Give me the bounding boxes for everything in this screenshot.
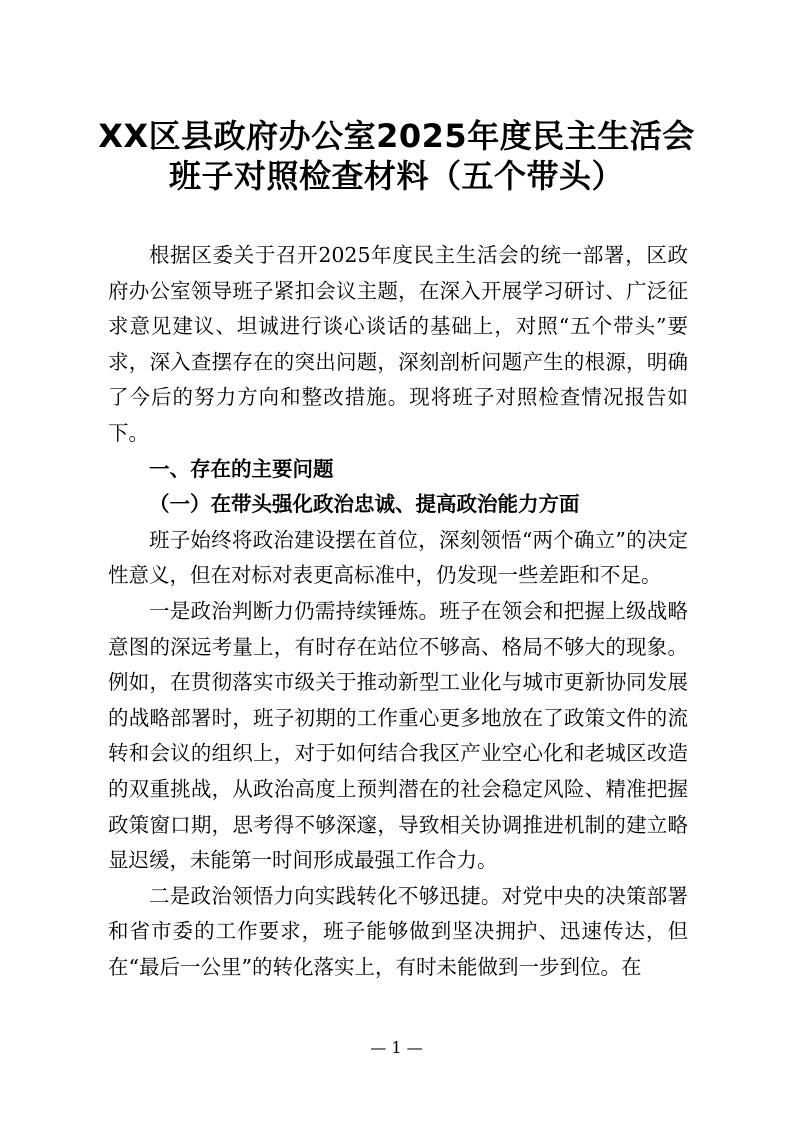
page-number: — 1 — [370,1038,423,1057]
body-paragraph [108,879,688,986]
body-paragraph [108,594,688,879]
intro-paragraph: 根据区委关于召开2025年度民主生活会的统一部署，区政府办公室领导班子紧扣会议主题，在深入开展学习研讨、广泛征求意见建议、坦诚进行谈心谈话的基础上，对照“五个带头”要求，深入查摆存在的突出问题，深刻剖析问题产生的根源，明确了今后的努力方向和整改措施。现将班子对照检查情况报告如下。 [108,243,688,445]
document-body [108,238,688,985]
paragraph-lead: 二是 [149,883,191,908]
document-title-line-1: XX区县政府办公室2025年度民主生活会 [98,117,695,155]
paragraph-text: 政治领悟力向实践转化不够迅捷。对党中央的决策部署和省市委的工作要求，班子能够做到坚决拥护、迅速传达，但在“最后一公里”的转化落实上，有时未能做到一步到位。在 [108,883,689,979]
paragraph-lead: 一是 [149,598,191,623]
subsection-heading: （一）在带头强化政治忠诚、提高政治能力方面 [149,492,580,517]
section-heading: 一、存在的主要问题 [149,456,334,481]
paragraph-text: 政治判断力仍需持续锤炼。班子在领会和把握上级战略意图的深远考量上，有时存在站位不够高、格局不够大的现象。例如，在贯彻落实市级关于推动新型工业化与城市更新协同发展的战略部署时，班子初期的工作重心更多地放在了政策文件的流转和会议的组织上，对于如何结合我区产业空心化和老城区改造的双重挑战，从政治高度上预判潜在的社会稳定风险、精准把握政策窗口期，思考得不够深邃，导致相关协调推进机制的建立略显迟缓，未能第一时间形成最强工作合力。 [108,598,689,873]
document-title-line-2: 班子对照检查材料（五个带头） [168,157,624,195]
body-paragraph: 班子始终将政治建设摆在首位，深刻领悟“两个确立”的决定性意义，但在对标对表更高标准中，仍发现一些差距和不足。 [108,527,688,588]
